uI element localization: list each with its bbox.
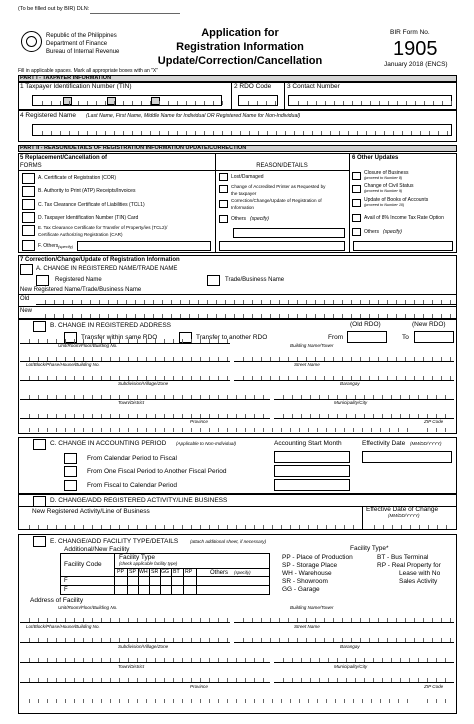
form-c-checkbox[interactable]	[22, 199, 35, 210]
another-rdo-label: Transfer to another RDO	[196, 334, 268, 341]
c-opt3-checkbox[interactable]	[64, 480, 77, 491]
form-date: January 2018 (ENCS)	[384, 61, 448, 68]
addr-lot-label: Lot/Block/Phase/House/Building No.	[26, 362, 100, 367]
part1-title: PART I - TAXPAYER INFORMATION	[20, 75, 112, 81]
legend-wh: WH - Warehouse	[282, 570, 332, 577]
closure-checkbox[interactable]	[352, 172, 361, 180]
form-f-specify: (specify)	[58, 244, 74, 249]
addr-street-field[interactable]	[234, 369, 454, 381]
addr-city-field[interactable]	[274, 407, 454, 419]
fac-subdivision-field[interactable]	[20, 651, 270, 663]
reason-others-field-2[interactable]	[219, 241, 345, 251]
fac-street-label: Street Name	[294, 624, 320, 629]
reason-printer-label-2: the taxpayer	[231, 191, 257, 196]
s5-title: 5 Replacement/Cancellation of	[20, 155, 108, 161]
ft-col-bt: BT	[173, 569, 180, 575]
registered-name-label: Registered Name	[55, 277, 102, 283]
legend-title: Facility Type*	[350, 545, 389, 552]
s7e-title: E. CHANGE/ADD FACILITY TYPE/DETAILS	[50, 538, 179, 545]
addr-lot-field[interactable]	[20, 369, 230, 381]
new-label: New	[20, 308, 33, 314]
s7a-checkbox[interactable]	[20, 264, 33, 275]
fac-subdivision-label: Subdivision/Village/Zone	[118, 644, 169, 649]
civil-status-label: Change of Civil Status	[364, 183, 414, 189]
s7e-checkbox[interactable]	[33, 536, 46, 547]
form-d-label: D. Taxpayer Identification Number (TIN) Card	[38, 215, 139, 221]
d-new-field[interactable]	[20, 518, 360, 529]
reason-lost-checkbox[interactable]	[219, 173, 228, 181]
eff-date-label: Effectivity Date	[362, 440, 406, 447]
addr-city-label: Municipality/City	[334, 400, 368, 405]
trade-name-checkbox[interactable]	[207, 275, 220, 286]
reason-others-specify: (specify)	[250, 216, 269, 222]
fac-town-field[interactable]	[20, 671, 270, 683]
fac-zip-label: ZIP Code	[424, 684, 444, 689]
facility-type-label: Facility Type	[119, 554, 156, 561]
legend-gg: GG - Garage	[282, 586, 320, 593]
s7c-checkbox[interactable]	[33, 439, 46, 450]
facility-code-field-2[interactable]	[70, 586, 114, 594]
form-e-label-2: Certificate Authorizing Registration (CAR)	[38, 232, 123, 237]
name-label: 4 Registered Name	[20, 112, 76, 119]
civil-status-hint: (proceed to Number 9)	[364, 189, 403, 193]
rdo-label: 2 RDO Code	[234, 83, 272, 90]
d-eff-label: Effective Date of Change	[366, 506, 439, 513]
addr-building-label: Building Name/Tower	[290, 343, 334, 348]
addr-unit-field[interactable]	[20, 350, 230, 362]
reason-correction-checkbox[interactable]	[219, 200, 228, 208]
fac-street-field[interactable]	[234, 631, 454, 643]
forms-header: FORMS	[20, 163, 42, 169]
new-name-label: New Registered Name/Trade/Business Name	[20, 287, 142, 293]
addr-building-field[interactable]	[234, 350, 454, 362]
reason-others-checkbox[interactable]	[219, 215, 228, 223]
addr-zip-field[interactable]	[418, 424, 454, 432]
s7c-hint: (Applicable to Non-Individual)	[176, 441, 237, 446]
old-name-field[interactable]	[36, 294, 456, 305]
contact-field[interactable]	[288, 95, 452, 106]
agency-line-2: Department of Finance	[46, 41, 108, 47]
civil-status-checkbox[interactable]	[352, 185, 361, 193]
s7b-title: B. CHANGE IN REGISTERED ADDRESS	[50, 322, 171, 329]
fac-town-label: Town/District	[118, 664, 145, 669]
bir-seal	[21, 31, 42, 52]
legend-sp: SP - Storage Place	[282, 562, 338, 569]
form-b-checkbox[interactable]	[22, 186, 35, 197]
s7-title: 7 Correction/Change/Update of Registration Information	[20, 257, 180, 263]
legend-pp: PP - Place of Production	[282, 554, 353, 561]
rdo-field[interactable]	[238, 95, 278, 106]
agency-line-3: Bureau of Internal Revenue	[46, 49, 120, 55]
within-rdo-label: Transfer within same RDO	[81, 334, 158, 341]
fac-province-field[interactable]	[20, 691, 414, 703]
legend-rp-3: Sales Activity	[399, 578, 438, 585]
name-hint: (Last Name, First Name, Middle Name for Individual OR Registered Name for Non-Individual)	[86, 113, 301, 119]
form-a-label: A. Certificate of Registration (COR)	[38, 175, 117, 181]
trade-name-label: Trade/Business Name	[225, 277, 285, 283]
update-others-checkbox[interactable]	[352, 228, 361, 236]
tin-label: 1 Taxpayer Identification Number (TIN)	[20, 83, 132, 90]
update-others-label: Others	[364, 229, 380, 235]
new-rdo-label: (New RDO)	[412, 321, 446, 328]
fac-zip-field[interactable]	[418, 691, 454, 703]
e-additional-label: Additional/New Facility	[64, 546, 130, 553]
form-c-label: C. Tax Clearance Certificate of Liabilities (TCL1)	[38, 202, 145, 208]
addr-town-field[interactable]	[20, 407, 270, 419]
legend-rp-2: Lease with No	[399, 570, 441, 577]
reason-others-label: Others	[231, 216, 247, 222]
tin-field[interactable]	[32, 95, 222, 106]
s7a-title: A. CHANGE IN REGISTERED NAME/TRADE NAME	[36, 266, 178, 272]
facility-row-2-f: F	[64, 587, 68, 593]
ft-col-others-specify: (specify)	[234, 570, 251, 575]
title-line-1: Application for	[201, 27, 279, 39]
fac-lot-label: Lot/Block/Phase/House/Building No.	[26, 624, 100, 629]
fac-building-field[interactable]	[234, 611, 454, 623]
fac-unit-field[interactable]	[20, 611, 230, 623]
fac-barangay-field[interactable]	[274, 651, 454, 663]
start-month-field-3[interactable]	[274, 479, 350, 491]
reason-others-field[interactable]	[233, 228, 345, 238]
reason-correction-label-2: Information	[231, 205, 254, 210]
update-others-specify: (specify)	[383, 229, 402, 235]
start-month-field-2[interactable]	[274, 465, 350, 477]
agency-line-1: Republic of the Philippines	[46, 33, 117, 39]
legend-bt: BT - Bus Terminal	[377, 554, 429, 561]
fac-city-field[interactable]	[274, 671, 454, 683]
ft-col-others: Others	[210, 570, 229, 576]
legend-rp-1: RP - Real Property for	[377, 562, 441, 569]
reason-lost-label: Lost/Damaged	[231, 174, 264, 180]
legend-sr: SR - Showroom	[282, 578, 328, 585]
form-a-checkbox[interactable]	[22, 173, 35, 184]
s7d-title: D. CHANGE/ADD REGISTERED ACTIVITY/LINE BUSINESS	[50, 497, 228, 504]
s7b-checkbox[interactable]	[33, 321, 46, 332]
books-checkbox[interactable]	[352, 199, 361, 207]
reason-printer-label-1: Change of Accredited Printer as Requested by	[231, 184, 326, 189]
form-f-label: F. Others	[38, 243, 59, 249]
closure-label: Closure of Business	[364, 170, 409, 176]
title-line-2: Registration Information	[176, 41, 304, 53]
form-d-checkbox[interactable]	[22, 212, 35, 223]
new-name-field[interactable]	[36, 306, 456, 318]
form-e-label-1: E. Tax Clearance Certificate for Transfer of Property/ies (TCL2)/	[38, 225, 168, 230]
books-hint: (proceed to Number 10)	[364, 203, 405, 207]
d-new-label: New Registered Activity/Line of Business	[32, 508, 150, 515]
start-month-field-1[interactable]	[274, 451, 350, 463]
dln-line[interactable]	[90, 13, 180, 14]
addr-street-label: Street Name	[294, 362, 320, 367]
addr-province-field[interactable]	[20, 424, 414, 432]
update-others-field[interactable]	[353, 241, 453, 251]
facility-code-label: Facility Code	[64, 561, 102, 568]
addr-barangay-field[interactable]	[274, 388, 454, 400]
registered-name-checkbox[interactable]	[36, 275, 49, 286]
addr-zip-label: ZIP Code	[424, 419, 444, 424]
addr-barangay-label: Barangay	[340, 381, 360, 386]
ft-col-sr: SR	[151, 569, 159, 575]
from-label: From	[328, 334, 344, 341]
registered-name-field[interactable]	[32, 124, 452, 136]
books-label: Update of Books of Accounts	[364, 197, 429, 203]
facility-row-1-f: F	[64, 578, 68, 584]
addr-unit-label: Unit/Room/Floor/Building No.	[58, 343, 118, 348]
ft-col-sp: SP	[129, 569, 136, 575]
ft-col-rp: RP	[185, 569, 193, 575]
addr-town-label: Town/District	[118, 400, 145, 405]
to-label: To	[402, 334, 409, 341]
fac-building-label: Building Name/Tower	[290, 605, 334, 610]
reason-printer-checkbox[interactable]	[219, 185, 228, 193]
ft-col-wh: WH	[139, 569, 148, 575]
form-f-checkbox[interactable]	[22, 240, 35, 251]
s7c-title: C. CHANGE IN ACCOUNTING PERIOD	[50, 440, 167, 447]
form-number: 1905	[393, 38, 438, 60]
part2-title: PART II - REASON/DETAILS OF REGISTRATION INFORMATION UPDATE/CORRECTION	[20, 145, 247, 151]
c-opt3-label: From Fiscal to Calendar Period	[87, 482, 177, 489]
facility-address-label: Address of Facility	[30, 597, 84, 604]
ft-col-gg: GG	[161, 569, 170, 575]
eight-percent-checkbox[interactable]	[352, 214, 361, 222]
d-eff-format: (MM/DD/YYYY)	[388, 513, 420, 518]
eff-date-field-1[interactable]	[362, 451, 452, 463]
addr-subdivision-field[interactable]	[20, 388, 270, 400]
d-eff-field[interactable]	[365, 520, 453, 529]
start-month-label: Accounting Start Month	[274, 440, 342, 447]
form-label: BIR Form No.	[390, 29, 430, 36]
fac-barangay-label: Barangay	[340, 644, 360, 649]
ft-col-pp: PP	[117, 569, 124, 575]
contact-label: 3 Contact Number	[287, 83, 340, 90]
fac-province-label: Province	[190, 684, 208, 689]
addr-subdivision-label: Subdivision/Village/Zone	[118, 381, 169, 386]
facility-type-hint: (check applicable facility type)	[119, 561, 178, 566]
fac-lot-field[interactable]	[20, 631, 230, 643]
facility-code-field-1[interactable]	[70, 577, 114, 585]
reason-correction-label-1: Correction/Change/Update of Registration of	[231, 198, 322, 203]
old-rdo-label: (Old RDO)	[350, 321, 381, 328]
form-e-checkbox[interactable]	[22, 225, 35, 236]
c-opt1-label: From Calendar Period to Fiscal	[87, 455, 177, 462]
instruction: Fill in applicable spaces. Mark all appropriate boxes with an "X"	[18, 68, 159, 74]
c-opt2-label: From One Fiscal Period to Another Fiscal Period	[87, 468, 227, 475]
addr-province-label: Province	[190, 419, 208, 424]
reasons-header: REASON/DETAILS	[256, 163, 308, 169]
eff-date-format: (MM/DD/YYYY)	[410, 441, 442, 446]
to-rdo-field[interactable]	[414, 331, 454, 343]
eight-percent-label: Avail of 8% Income Tax Rate Option	[364, 215, 444, 221]
from-rdo-field[interactable]	[347, 331, 387, 343]
closure-hint: (proceed to Number 8)	[364, 176, 403, 180]
fac-unit-label: Unit/Room/Floor/Building No.	[58, 605, 118, 610]
s6-title: 6 Other Updates	[352, 155, 399, 161]
fac-city-label: Municipality/City	[334, 664, 368, 669]
c-opt1-checkbox[interactable]	[64, 453, 77, 464]
dln-note: (To be filled out by BIR) DLN:	[18, 6, 90, 12]
c-opt2-checkbox[interactable]	[64, 466, 77, 477]
form-f-field[interactable]	[77, 241, 211, 251]
form-b-label: B. Authority to Print (ATP) Receipts/Invoices	[38, 188, 136, 194]
old-label: Old	[20, 296, 30, 302]
title-line-3: Update/Correction/Cancellation	[157, 55, 323, 67]
s7e-hint: (attach additional sheet, if necessary)	[190, 539, 267, 544]
